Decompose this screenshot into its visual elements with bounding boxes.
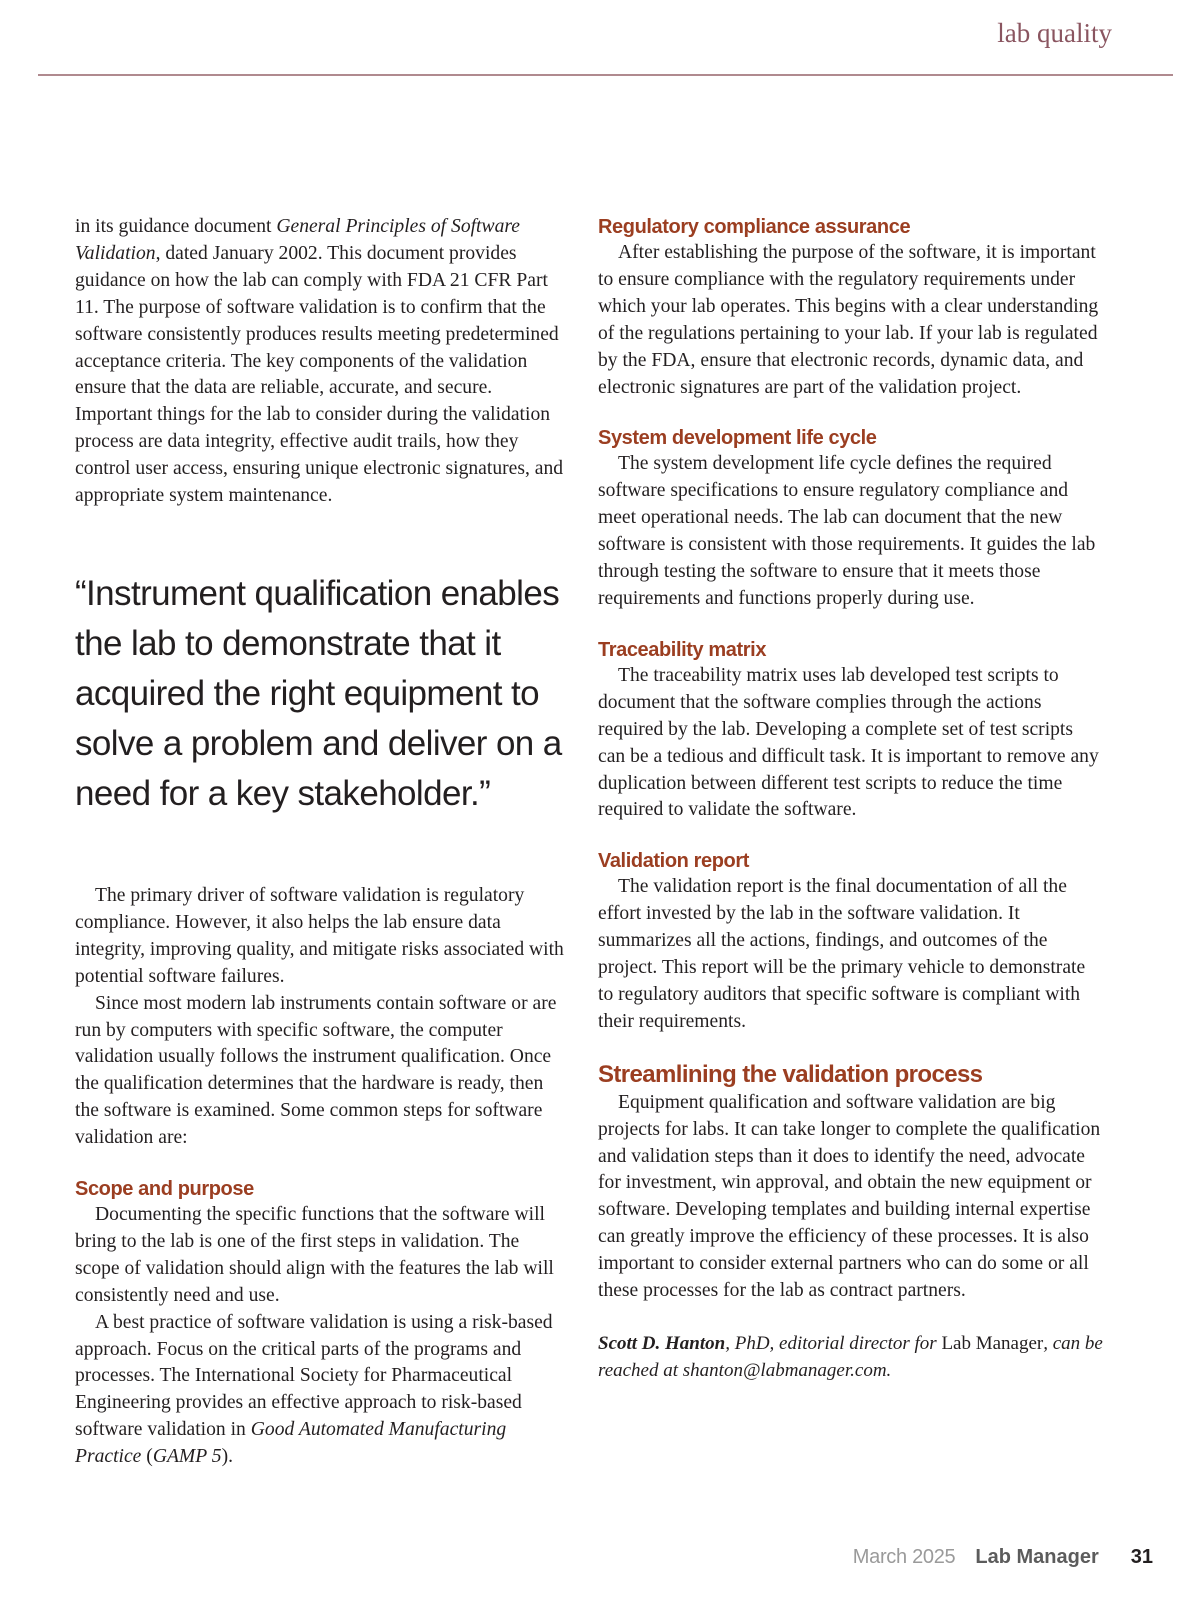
intro-paragraph [75, 214, 567, 510]
pull-quote: “Instrument qualification enables the lab to demonstrate that it acquired the right equipment to solve a problem and deliver on a need for a key stakeholder.” [75, 573, 562, 813]
paragraph-scope-1: Documenting the specific functions that the software will bring to the lab is one of the first steps in validation. The scope of validation should align with the features the lab will consistently need and use. [75, 1204, 554, 1306]
paragraph-modern-instruments: Since most modern lab instruments contain software or are run by computers with specific software, the computer validation usually follows the instrument qualification. Once the qualification determines that the hardware is ready, then the software is examined. Some common steps for software validation are: [75, 992, 557, 1149]
right-column [598, 214, 1103, 1385]
left-column [75, 214, 567, 1471]
paragraph-regulatory: After establishing the purpose of the software, it is important to ensure compliance with the regulatory requirements under which your lab operates. This begins with a clear understanding of the regulations pertaining to your lab. If your lab is regulated by the FDA, ensure that electronic records, dynamic data, and electronic signatures are part of the validation project. [598, 242, 1099, 398]
paragraph-scope-2 [75, 1310, 567, 1471]
intro-doc-title: General Principles of Software Validation [75, 216, 520, 264]
paragraph-streamlining: Equipment qualification and software validation are big projects for labs. It can take longer to complete the qualification and validation steps than it does to identify the need, advocate for investment, win approval, and obtain the new equipment or software. Developing templates and building internal expertise can greatly improve the efficiency of these processes. It is also important to consider external partners who can do some or all these processes for the lab as contract partners. [598, 1091, 1101, 1302]
author-role: , PhD, editorial director for [725, 1333, 942, 1354]
page-number: 31 [1130, 1546, 1153, 1568]
author-contact: , can be reached at shanton@labmanager.com. [598, 1333, 1103, 1381]
header-divider [38, 74, 1173, 76]
heading-validation-report: Validation report [598, 850, 750, 873]
author-bio [598, 1331, 1103, 1385]
section-label: lab quality [997, 18, 1112, 48]
heading-traceability: Traceability matrix [598, 638, 767, 661]
scope2-mid: ( [141, 1446, 153, 1468]
paragraph-traceability: The traceability matrix uses lab developed test scripts to document that the software complies through the actions required by the lab. Developing a complete set of test scripts can be a tedious and difficult task. It is important to remove any duplication between different test scripts to reduce the time required to validate the software. [598, 664, 1099, 821]
heading-scope-purpose: Scope and purpose [75, 1178, 254, 1201]
heading-sdlc: System development life cycle [598, 427, 877, 450]
intro-pre: in its guidance document [75, 216, 277, 237]
author-name: Scott D. Hanton [598, 1333, 726, 1354]
paragraph-primary-driver: The primary driver of software validation is regulatory compliance. However, it also helps the lab ensure data integrity, improving quality, and mitigate risks associated with potential software failures. [75, 884, 564, 987]
heading-streamlining: Streamlining the validation process [598, 1060, 983, 1088]
author-magazine: Lab Manager [941, 1333, 1044, 1354]
gamp-abbr: GAMP 5 [152, 1446, 222, 1468]
scope2-pre: A best practice of software validation is using a risk-based approach. Focus on the critical parts of the programs and processes. The International Society for Pharmaceutical Engineering provides an effective approach to risk-based software validation in [75, 1311, 553, 1441]
gamp-title: Good Automated Manufacturing Practice [75, 1419, 507, 1468]
page-footer [853, 1546, 1153, 1569]
footer-date: March 2025 [852, 1546, 956, 1568]
footer-magazine: Lab Manager [975, 1546, 1099, 1568]
scope2-post: ). [221, 1446, 234, 1468]
paragraph-validation-report: The validation report is the final documentation of all the effort invested by the lab in the software validation. It summarizes all the actions, findings, and outcomes of the project. This report will be the primary vehicle to demonstrate to regulatory auditors that specific software is compliant with their requirements. [598, 876, 1086, 1032]
paragraph-sdlc: The system development life cycle defines the required software specifications to ensure regulatory compliance and meet operational needs. The lab can document that the new software is consistent with those requirements. It guides the lab through testing the software to ensure that it meets those requirements and functions properly during use. [598, 453, 1096, 609]
intro-post: , dated January 2002. This document provides guidance on how the lab can comply with FDA 21 CFR Part 11. The purpose of software validation is to confirm that the software consistently produces results meeting predetermined acceptance criteria. The key components of the validation ensure that the data are reliable, accurate, and secure. Important things for the lab to consider during the validation process are data integrity, effective audit trails, how they control user access, ensuring unique electronic signatures, and appropriate system maintenance. [75, 242, 564, 507]
heading-regulatory-compliance: Regulatory compliance assurance [598, 216, 911, 238]
